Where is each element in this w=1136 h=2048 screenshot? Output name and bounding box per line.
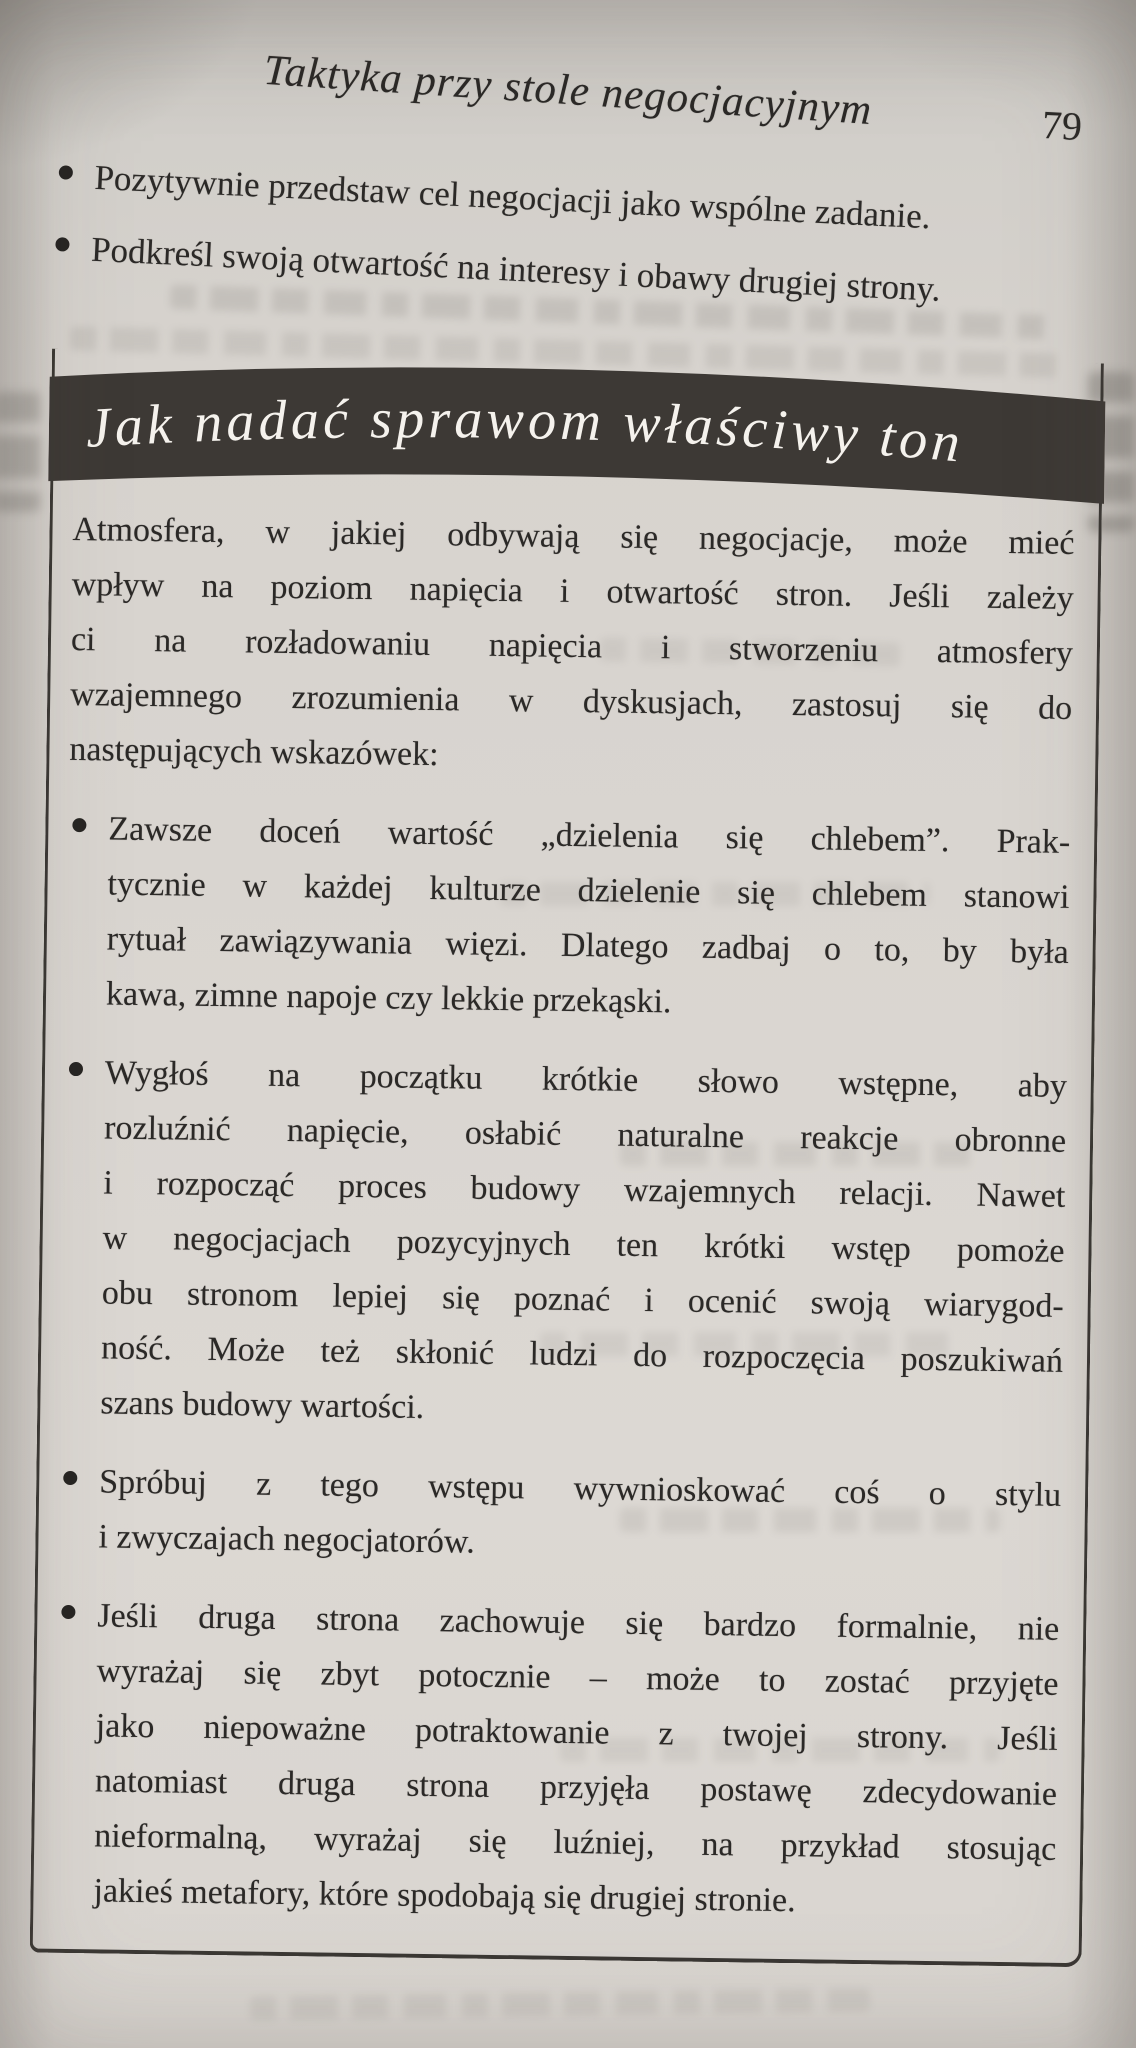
bullet-text	[93, 1588, 1060, 1931]
bullet-dot-icon	[63, 1470, 77, 1484]
text-line: ci na rozładowaniu napięcia i stworzeniu atmosfery	[70, 620, 1074, 672]
text-line: Podkreśl swoją otwartość na interesy i obawy drugiej strony.	[90, 229, 942, 309]
top-bullet-list	[49, 148, 1121, 342]
text-line: Atmosfera, w jakiej odbywają się negocjacje, może mieć	[72, 510, 1075, 562]
text-line: tycznie w każdej kulturze dzielenie się chlebem stanowi	[107, 865, 1070, 916]
text-line: rozluźnić napięcie, osłabić naturalne reakcje obronne	[103, 1108, 1067, 1160]
callout-title: Jak nadać sprawom właściwy ton	[83, 388, 967, 475]
running-header: Taktyka przy stole negocjacyjnym	[262, 46, 874, 135]
list-item	[58, 1453, 1061, 1577]
text-line: ność. Może też skłonić ludzi do rozpoczęcia poszukiwań	[100, 1328, 1064, 1380]
page-number: 79	[1040, 101, 1084, 150]
text-line: szans budowy wartości.	[100, 1383, 425, 1426]
callout-bullet-list	[53, 800, 1070, 1931]
bullet-dot-icon	[59, 165, 74, 180]
list-item	[53, 1587, 1060, 1931]
bullet-text	[106, 801, 1071, 1034]
text-line: Zawsze doceń wartość „dzielenia się chlebem”. Prak-	[108, 810, 1071, 861]
text-line: wzajemnego zrozumienia w dyskusjach, zastosuj się do	[69, 675, 1073, 727]
text-line: Pozytywnie przedstaw cel negocjacji jako wspólne zadanie.	[93, 157, 932, 237]
bullet-dot-icon	[69, 1061, 83, 1075]
bullet-dot-icon	[72, 818, 86, 832]
text-line: wpływ na poziom napięcia i otwartość stron. Jeśli zależy	[71, 565, 1074, 617]
text-line: Spróbuj z tego wstępu wywnioskować coś o stylu	[98, 1462, 1062, 1514]
text-line: rytuał zawiązywania więzi. Dlatego zadbaj o to, by była	[106, 920, 1069, 971]
list-item	[60, 1044, 1067, 1443]
text-line: wyrażaj się zbyt potocznie – może to zostać przyjęte	[96, 1651, 1059, 1703]
text-line: jakieś metafory, które spodobają się drugiej stronie.	[93, 1871, 796, 1919]
bleedthrough-text	[250, 1988, 870, 2021]
text-line: i rozpocząć proces budowy wzajemnych relacji. Nawet	[103, 1163, 1066, 1215]
bullet-text	[100, 1045, 1067, 1443]
list-item	[66, 800, 1071, 1034]
text-line: kawa, zimne napoje czy lekkie przekąski.	[105, 975, 672, 1020]
text-line: Jeśli druga strona zachowuje się bardzo formalnie, nie	[97, 1596, 1060, 1648]
text-line: następujących wskazówek:	[69, 730, 439, 773]
bullet-dot-icon	[55, 237, 70, 252]
text-line: Wygłoś na początku krótkie słowo wstępne, aby	[104, 1053, 1068, 1105]
text-line: i zwyczajach negocjatorów.	[98, 1517, 476, 1561]
bullet-text	[98, 1454, 1061, 1577]
text-line: w negocjacjach pozycyjnych ten krótki wstęp pomoże	[102, 1218, 1065, 1270]
intro-paragraph	[69, 501, 1075, 790]
bullet-dot-icon	[61, 1604, 75, 1618]
callout-body	[33, 489, 1099, 1931]
text-line: jako niepoważne potraktowanie z twojej strony. Jeśli	[95, 1706, 1058, 1758]
text-line: nieformalną, wyrażaj się luźniej, na przykład stosując	[94, 1816, 1057, 1868]
callout-box	[30, 349, 1104, 1968]
bleedthrough-text	[0, 392, 40, 512]
text-line: natomiast druga strona przyjęła postawę zdecydowanie	[94, 1761, 1058, 1813]
text-line: obu stronom lepiej się poznać i ocenić swoją wiarygod-	[101, 1273, 1065, 1325]
callout-banner	[48, 347, 1106, 504]
